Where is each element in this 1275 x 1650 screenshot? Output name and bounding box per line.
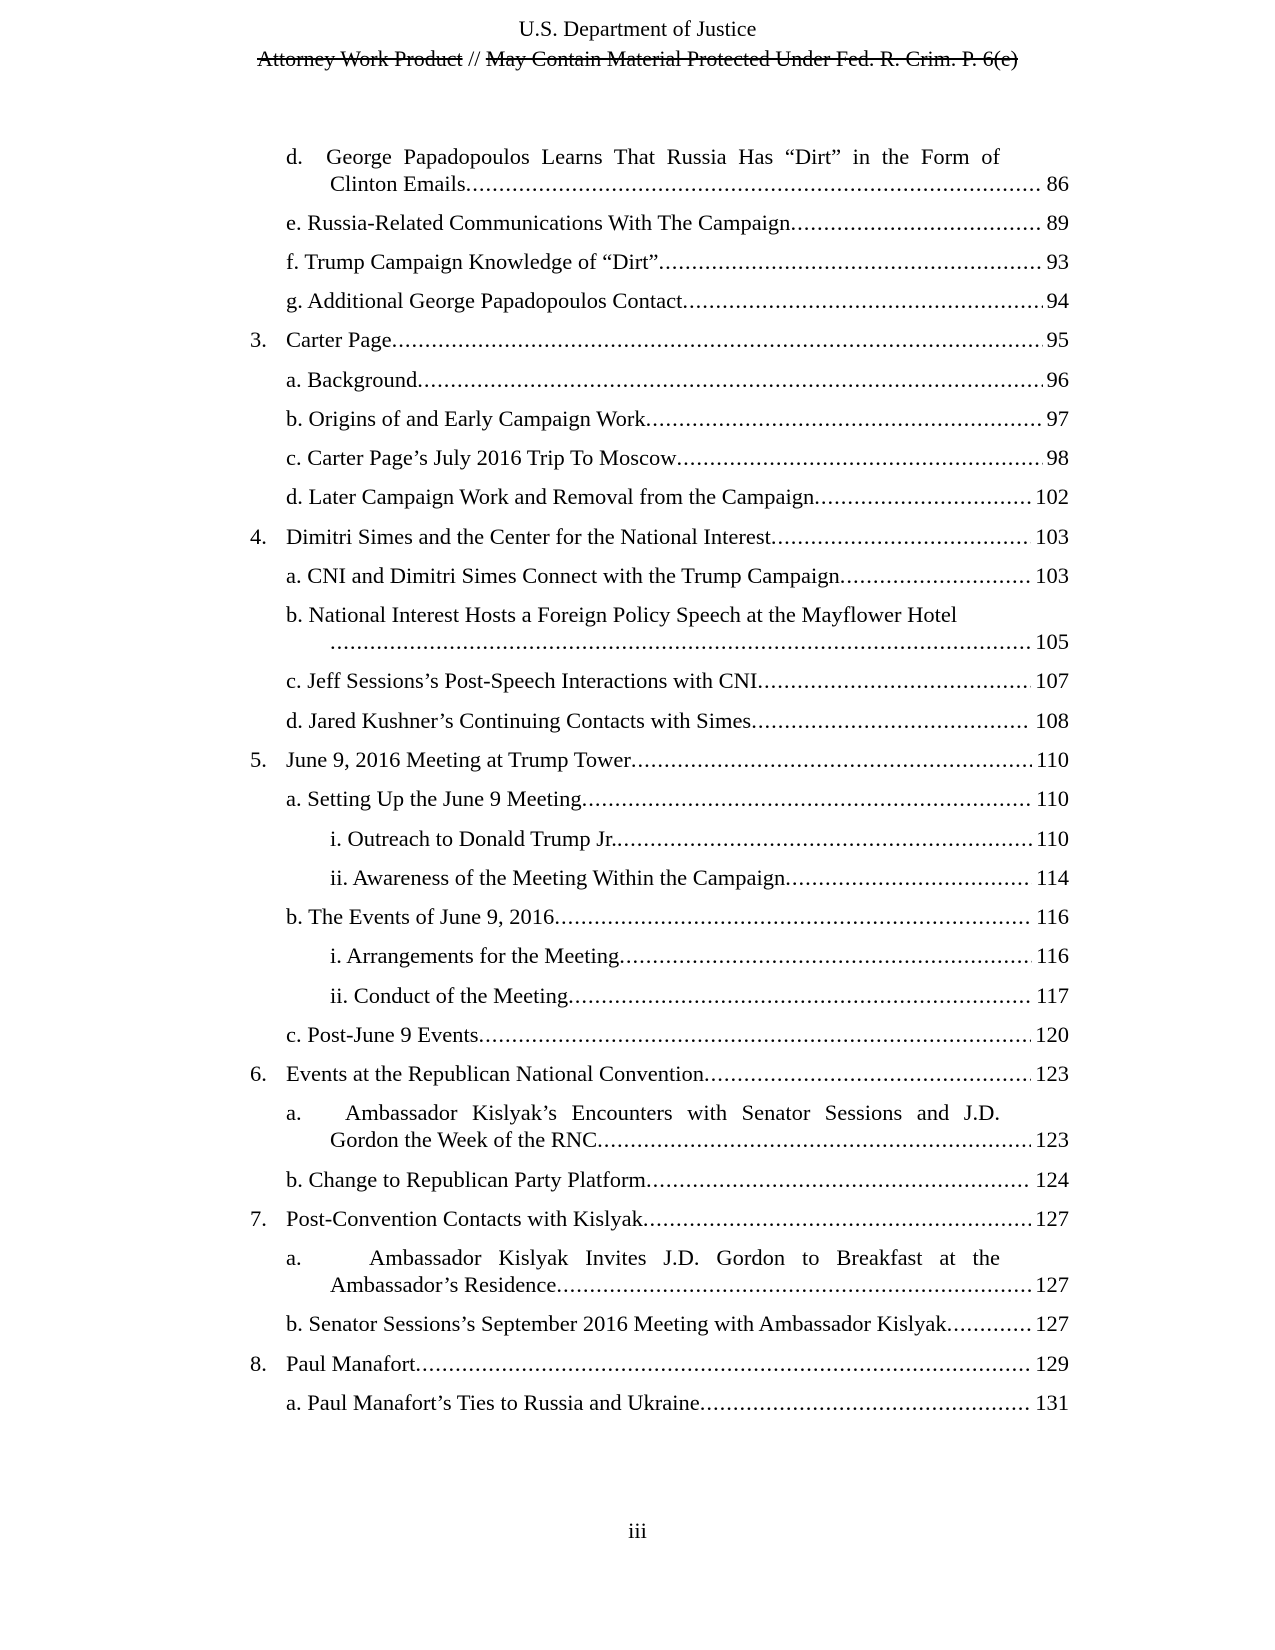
toc-page-number: 127 — [1035, 1206, 1069, 1231]
toc-entry-label: c. Post-June 9 Events — [286, 1022, 479, 1047]
toc-entry[interactable] — [286, 903, 1069, 931]
toc-page-number: 98 — [1046, 445, 1069, 470]
toc-entry-label: c. Carter Page’s July 2016 Trip To Moscow — [286, 445, 677, 470]
toc-page-number: 97 — [1046, 406, 1069, 431]
toc-entry-label: d. Jared Kushner’s Continuing Contacts with Simes — [286, 708, 752, 733]
toc-leader-dots — [700, 1389, 1032, 1417]
toc-page-number: 124 — [1035, 1167, 1069, 1192]
toc-page-number: 89 — [1046, 210, 1069, 235]
toc-leader-dots — [617, 825, 1032, 853]
toc-entry-label: Dimitri Simes and the Center for the National Interest — [286, 524, 771, 549]
toc-entry[interactable] — [286, 1389, 1069, 1417]
toc-leader-dots — [466, 170, 1043, 198]
toc-entry-label: Events at the Republican National Convention — [286, 1061, 705, 1086]
toc-entry-prefix: a. — [286, 1100, 302, 1125]
toc-entry-label: b. Origins of and Early Campaign Work — [286, 406, 646, 431]
toc-leader-dots — [757, 667, 1031, 695]
toc-entry[interactable] — [330, 628, 1069, 656]
toc-entry[interactable] — [330, 1126, 1069, 1154]
toc-page-number: 127 — [1035, 1311, 1069, 1336]
caveat-grand-jury: May Contain Material Protected Under Fed. R. Crim. P. 6(e) — [485, 46, 1018, 71]
toc-entry-label: Paul Manafort — [286, 1351, 416, 1376]
toc-entry[interactable] — [330, 825, 1069, 853]
toc-entry-label: Clinton Emails — [330, 171, 466, 196]
toc-entry-line1 — [286, 1099, 1000, 1127]
toc-entry-label: c. Jeff Sessions’s Post-Speech Interactions with CNI — [286, 668, 758, 693]
toc-entry-label: i. Outreach to Donald Trump Jr. — [330, 826, 617, 851]
toc-entry-line1 — [286, 1244, 1000, 1272]
toc-leader-dots — [556, 1271, 1031, 1299]
toc-entry[interactable] — [286, 1205, 1069, 1233]
toc-page-number: 86 — [1046, 171, 1069, 196]
toc-page-number: 103 — [1035, 563, 1069, 588]
toc-entry[interactable] — [330, 942, 1069, 970]
toc-leader-dots — [790, 209, 1042, 237]
toc-entry-label: Gordon the Week of the RNC — [330, 1127, 598, 1152]
toc-entry-label: Ambassador’s Residence — [330, 1272, 557, 1297]
toc-page-number: 95 — [1046, 327, 1069, 352]
toc-page-number: 116 — [1036, 943, 1069, 968]
toc-page-number: 105 — [1035, 629, 1069, 654]
toc-entry[interactable] — [330, 1271, 1069, 1299]
toc-entry-text: Ambassador Kislyak Invites J.D. Gordon to Breakfast at the — [369, 1245, 1000, 1270]
toc-entry[interactable] — [286, 326, 1069, 354]
toc-leader-dots — [597, 1126, 1031, 1154]
toc-entry[interactable] — [286, 1060, 1069, 1088]
toc-page-number: 96 — [1046, 367, 1069, 392]
toc-leader-dots — [392, 326, 1043, 354]
toc-entry[interactable] — [286, 405, 1069, 433]
toc-leader-dots — [785, 864, 1032, 892]
toc-leader-dots — [643, 1205, 1031, 1233]
toc-leader-dots — [568, 982, 1032, 1010]
toc-section-number: 5. — [250, 747, 267, 772]
page-number-footer: iii — [628, 1518, 647, 1543]
toc-entry-label: a. CNI and Dimitri Simes Connect with the Trump Campaign — [286, 563, 840, 588]
toc-page-number: 102 — [1035, 484, 1069, 509]
toc-entry[interactable] — [286, 785, 1069, 813]
toc-entry[interactable] — [286, 287, 1069, 315]
toc-section-number: 6. — [250, 1061, 267, 1086]
toc-entry-label: ii. Conduct of the Meeting — [330, 983, 569, 1008]
toc-entry[interactable] — [286, 1021, 1069, 1049]
toc-page-number: 131 — [1035, 1390, 1069, 1415]
toc-entry-label: d. Later Campaign Work and Removal from the Campaign — [286, 484, 815, 509]
toc-page-number: 108 — [1035, 708, 1069, 733]
toc-entry[interactable] — [286, 523, 1069, 551]
toc-entry[interactable] — [286, 209, 1069, 237]
toc-leader-dots — [677, 444, 1043, 472]
toc-entry-line1 — [286, 143, 1000, 171]
toc-page-number: 110 — [1036, 786, 1069, 811]
toc-page-number: 127 — [1035, 1272, 1069, 1297]
toc-leader-dots — [417, 366, 1042, 394]
toc-leader-dots — [947, 1310, 1032, 1338]
toc-leader-dots — [619, 942, 1032, 970]
toc-entry-label: a. Setting Up the June 9 Meeting — [286, 786, 582, 811]
toc-page-number: 107 — [1035, 668, 1069, 693]
toc-page-number: 123 — [1035, 1127, 1069, 1152]
toc-leader-dots — [658, 248, 1042, 276]
toc-section-number: 8. — [250, 1351, 267, 1376]
toc-leader-dots — [814, 483, 1031, 511]
toc-entry-label: a. Background — [286, 367, 418, 392]
toc-entry-label: b. Change to Republican Party Platform — [286, 1167, 646, 1192]
toc-leader-dots — [840, 562, 1032, 590]
toc-entry-label: f. Trump Campaign Knowledge of “Dirt” — [286, 249, 659, 274]
toc-page-number: 103 — [1035, 524, 1069, 549]
caveat-work-product: Attorney Work Product — [257, 46, 463, 71]
toc-page-number: 120 — [1035, 1022, 1069, 1047]
toc-entry[interactable] — [286, 444, 1069, 472]
toc-entry[interactable] — [330, 864, 1069, 892]
toc-entry[interactable] — [286, 1350, 1069, 1378]
toc-entry-label: Carter Page — [286, 327, 392, 352]
toc-entry-text: George Papadopoulos Learns That Russia Has “Dirt” in the Form of — [326, 144, 1000, 169]
toc-section-number: 7. — [250, 1206, 267, 1231]
toc-page-number: 94 — [1046, 288, 1069, 313]
toc-page-number: 110 — [1036, 826, 1069, 851]
toc-page-number: 116 — [1036, 904, 1069, 929]
toc-entry[interactable] — [286, 366, 1069, 394]
toc-entry-prefix: d. — [286, 144, 303, 169]
toc-page-number: 123 — [1035, 1061, 1069, 1086]
toc-page-number: 129 — [1035, 1351, 1069, 1376]
toc-page-number: 117 — [1036, 983, 1069, 1008]
toc-entry-label: ii. Awareness of the Meeting Within the Campaign — [330, 865, 786, 890]
toc-entry-label: Post-Convention Contacts with Kislyak — [286, 1206, 643, 1231]
toc-section-number: 4. — [250, 524, 267, 549]
toc-leader-dots — [751, 707, 1031, 735]
toc-leader-dots — [631, 746, 1032, 774]
toc-entry-prefix: a. — [286, 1245, 302, 1270]
toc-entry[interactable] — [330, 982, 1069, 1010]
toc-entry-label: i. Arrangements for the Meeting — [330, 943, 620, 968]
toc-entry-line1: b. National Interest Hosts a Foreign Policy Speech at the Mayflower Hotel — [286, 602, 958, 627]
toc-leader-dots — [646, 405, 1043, 433]
toc-section-number: 3. — [250, 327, 267, 352]
toc-leader-dots — [682, 287, 1042, 315]
toc-entry[interactable] — [286, 248, 1069, 276]
toc-page-number: 114 — [1036, 865, 1069, 890]
toc-entry[interactable] — [286, 746, 1069, 774]
toc-entry-label: e. Russia-Related Communications With The Campaign — [286, 210, 791, 235]
toc-entry[interactable] — [286, 1310, 1069, 1338]
toc-entry[interactable] — [330, 170, 1069, 198]
agency-name: U.S. Department of Justice — [518, 16, 757, 41]
toc-leader-dots — [771, 523, 1031, 551]
toc-entry[interactable] — [286, 1166, 1069, 1194]
toc-entry-label: b. Senator Sessions’s September 2016 Meeting with Ambassador Kislyak — [286, 1311, 947, 1336]
toc-entry-label: b. The Events of June 9, 2016 — [286, 904, 555, 929]
toc-leader-dots — [554, 903, 1032, 931]
toc-entry[interactable] — [286, 562, 1069, 590]
toc-entry-label: a. Paul Manafort’s Ties to Russia and Ukraine — [286, 1390, 700, 1415]
toc-entry-text: Ambassador Kislyak’s Encounters with Senator Sessions and J.D. — [345, 1100, 1000, 1125]
caveat-separator: // — [462, 46, 486, 71]
toc-entry-label: June 9, 2016 Meeting at Trump Tower — [286, 747, 631, 772]
toc-leader-dots — [646, 1166, 1031, 1194]
toc-entry[interactable] — [286, 483, 1069, 511]
toc-page-number: 93 — [1046, 249, 1069, 274]
toc-leader-dots — [582, 785, 1033, 813]
toc-leader-dots — [704, 1060, 1031, 1088]
toc-leader-dots — [478, 1021, 1031, 1049]
toc-leader-dots — [415, 1350, 1031, 1378]
toc-page-number: 110 — [1036, 747, 1069, 772]
toc-entry[interactable] — [286, 707, 1069, 735]
toc-leader-dots — [330, 628, 1031, 656]
toc-entry-label: g. Additional George Papadopoulos Contact — [286, 288, 683, 313]
toc-entry[interactable] — [286, 667, 1069, 695]
